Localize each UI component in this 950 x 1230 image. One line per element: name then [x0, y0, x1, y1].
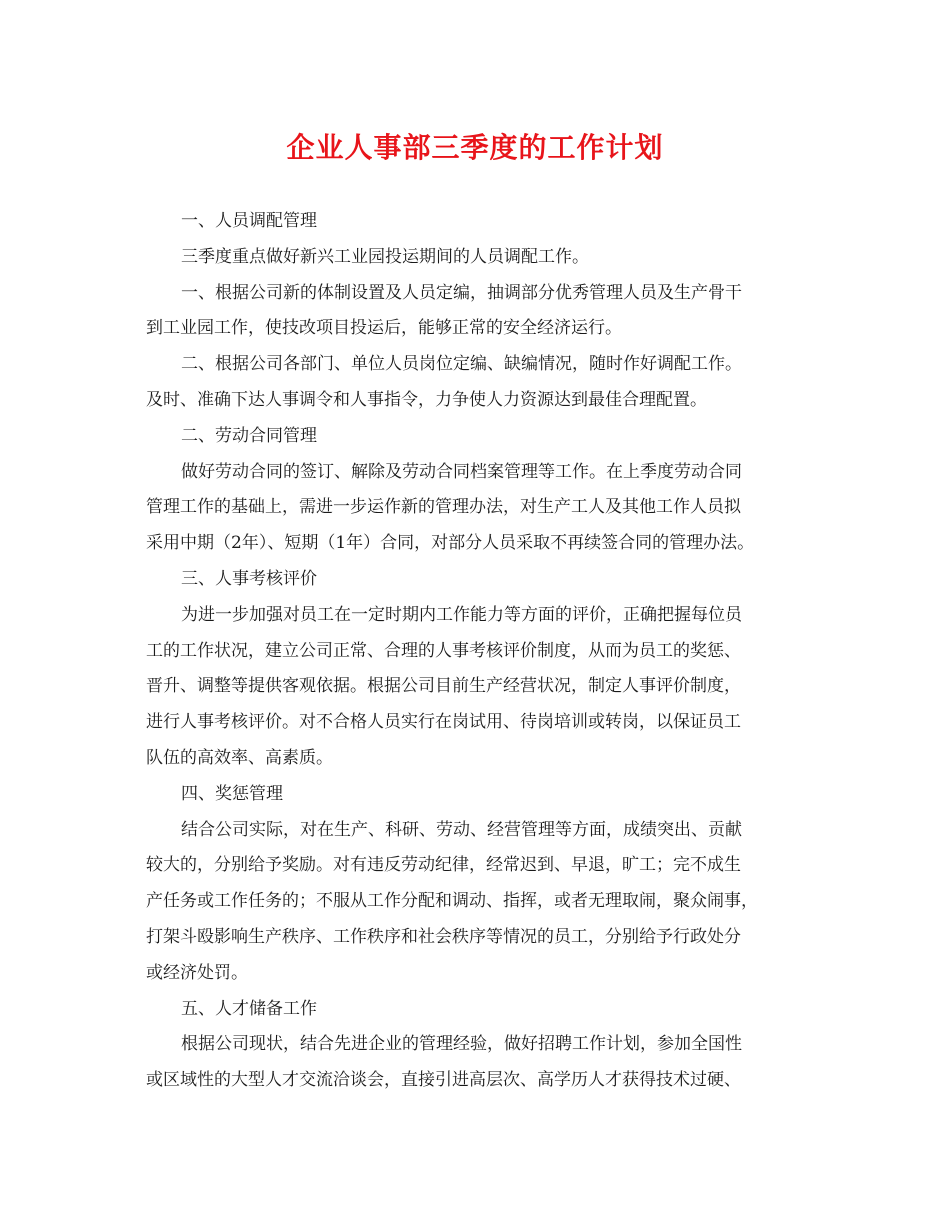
text-line: 产任务或工作任务的；不服从工作分配和调动、指挥，或者无理取闹，聚众闹事， — [146, 891, 758, 912]
text-line: 队伍的高效率、高素质。 — [146, 747, 333, 768]
text-line: 根据公司现状，结合先进企业的管理经验，做好招聘工作计划，参加全国性 — [181, 1034, 742, 1055]
document-body — [146, 204, 814, 1099]
text-line: 或经济处罚。 — [146, 962, 248, 983]
text-line: 为进一步加强对员工在一定时期内工作能力等方面的评价，正确把握每位员 — [181, 604, 742, 625]
document-title: 企业人事部三季度的工作计划 — [286, 131, 664, 164]
text-line: 四、奖惩管理 — [181, 783, 283, 804]
text-line: 一、根据公司新的体制设置及人员定编，抽调部分优秀管理人员及生产骨干 — [181, 282, 742, 303]
text-line: 打架斗殴影响生产秩序、工作秩序和社会秩序等情况的员工，分别给予行政处分 — [146, 926, 741, 947]
text-line: 工的工作状况，建立公司正常、合理的人事考核评价制度，从而为员工的奖惩、 — [146, 640, 741, 661]
text-line: 二、劳动合同管理 — [181, 425, 317, 446]
text-line: 进行人事考核评价。对不合格人员实行在岗试用、待岗培训或转岗，以保证员工 — [146, 712, 741, 733]
text-line: 晋升、调整等提供客观依据。根据公司目前生产经营状况，制定人事评价制度， — [146, 676, 741, 697]
text-line: 五、人才储备工作 — [181, 998, 317, 1019]
text-line: 三、人事考核评价 — [181, 568, 317, 589]
text-line: 二、根据公司各部门、单位人员岗位定编、缺编情况，随时作好调配工作。 — [181, 354, 742, 375]
text-line: 结合公司实际，对在生产、科研、劳动、经营管理等方面，成绩突出、贡献 — [181, 819, 742, 840]
text-line: 三季度重点做好新兴工业园投运期间的人员调配工作。 — [181, 246, 589, 267]
text-line: 较大的，分别给予奖励。对有违反劳动纪律，经常迟到、早退，旷工；完不成生 — [146, 855, 741, 876]
text-line: 管理工作的基础上，需进一步运作新的管理办法，对生产工人及其他工作人员拟 — [146, 497, 741, 518]
text-line: 采用中期（2年）、短期（1年）合同，对部分人员采取不再续签合同的管理办法。 — [146, 533, 755, 554]
text-line: 做好劳动合同的签订、解除及劳动合同档案管理等工作。在上季度劳动合同 — [181, 461, 742, 482]
text-line: 或区域性的大型人才交流洽谈会，直接引进高层次、高学历人才获得技术过硬、 — [146, 1070, 741, 1091]
text-line: 到工业园工作，使技改项目投运后，能够正常的安全经济运行。 — [146, 318, 622, 339]
text-line: 及时、准确下达人事调令和人事指令，力争使人力资源达到最佳合理配置。 — [146, 389, 707, 410]
text-line: 一、人员调配管理 — [181, 211, 317, 231]
